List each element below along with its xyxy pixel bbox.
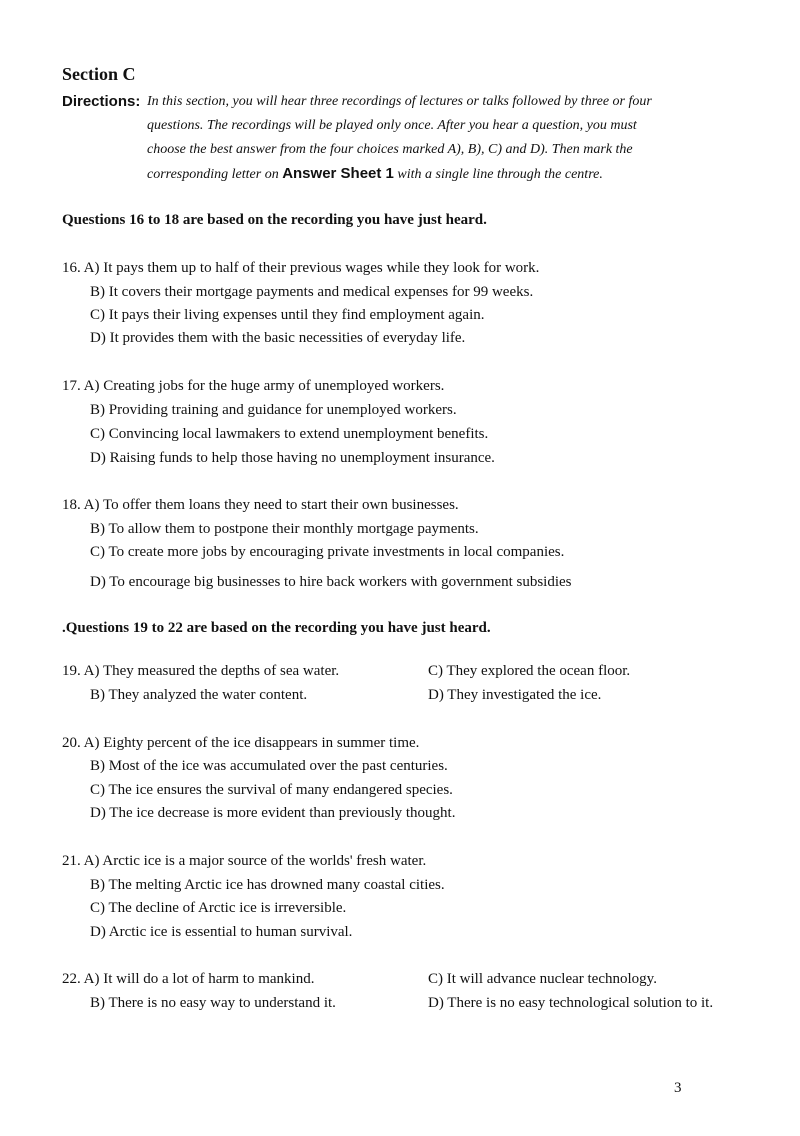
directions-line-3: choose the best answer from the four choices marked A), B), C) and D). Then mark the (147, 142, 633, 157)
q16-option-d: D) It provides them with the basic necessities of everyday life. (90, 330, 466, 346)
q20-option-d: D) The ice decrease is more evident than previously thought. (90, 805, 456, 821)
group-heading-16-18: Questions 16 to 18 are based on the recording you have just heard. (62, 212, 487, 228)
directions-line-4-post: with a single line through the centre. (397, 167, 603, 182)
q19-option-b: B) They analyzed the water content. (90, 687, 308, 703)
section-title: Section C (62, 64, 136, 84)
directions-line-4-pre: corresponding letter on (147, 167, 279, 182)
directions-line-4 (147, 165, 603, 183)
q21-option-d: D) Arctic ice is essential to human survival. (90, 924, 353, 940)
q16-option-a: 16. A) It pays them up to half of their previous wages while they look for work. (62, 260, 540, 276)
q20-option-b: B) Most of the ice was accumulated over the past centuries. (90, 758, 448, 774)
q18-option-b: B) To allow them to postpone their monthly mortgage payments. (90, 521, 479, 537)
q22-option-b: B) There is no easy way to understand it. (90, 995, 336, 1011)
q17-option-b: B) Providing training and guidance for unemployed workers. (90, 402, 457, 418)
q18-option-c: C) To create more jobs by encouraging private investments in local companies. (90, 544, 565, 560)
q17-option-a: 17. A) Creating jobs for the huge army of unemployed workers. (62, 378, 445, 394)
answer-sheet-label: Answer Sheet 1 (282, 165, 394, 182)
q22-option-a: 22. A) It will do a lot of harm to mankind. (62, 971, 315, 987)
q22-option-d: D) There is no easy technological solution to it. (428, 995, 714, 1011)
q21-option-c: C) The decline of Arctic ice is irreversible. (90, 900, 347, 916)
page-number: 3 (674, 1080, 682, 1096)
group-heading-19-22: .Questions 19 to 22 are based on the recording you have just heard. (62, 620, 491, 636)
q17-option-c: C) Convincing local lawmakers to extend unemployment benefits. (90, 426, 489, 442)
q22-option-c: C) It will advance nuclear technology. (428, 971, 657, 987)
q20-option-c: C) The ice ensures the survival of many endangered species. (90, 782, 453, 798)
q21-option-a: 21. A) Arctic ice is a major source of the worlds' fresh water. (62, 853, 427, 869)
q21-option-b: B) The melting Arctic ice has drowned many coastal cities. (90, 877, 445, 893)
q16-option-b: B) It covers their mortgage payments and medical expenses for 99 weeks. (90, 284, 534, 300)
q19-option-a: 19. A) They measured the depths of sea water. (62, 663, 340, 679)
q17-option-d: D) Raising funds to help those having no unemployment insurance. (90, 450, 495, 466)
q19-option-c: C) They explored the ocean floor. (428, 663, 631, 679)
q20-option-a: 20. A) Eighty percent of the ice disappears in summer time. (62, 735, 420, 751)
directions-line-1: In this section, you will hear three recordings of lectures or talks followed by three or four (147, 94, 652, 109)
q18-option-a: 18. A) To offer them loans they need to start their own businesses. (62, 497, 459, 513)
directions-label: Directions: (62, 93, 141, 110)
q16-option-c: C) It pays their living expenses until they find employment again. (90, 307, 485, 323)
directions-line-2: questions. The recordings will be played only once. After you hear a question, you must (147, 118, 637, 133)
q18-option-d: D) To encourage big businesses to hire back workers with government subsidies (90, 574, 572, 590)
q19-option-d: D) They investigated the ice. (428, 687, 602, 703)
